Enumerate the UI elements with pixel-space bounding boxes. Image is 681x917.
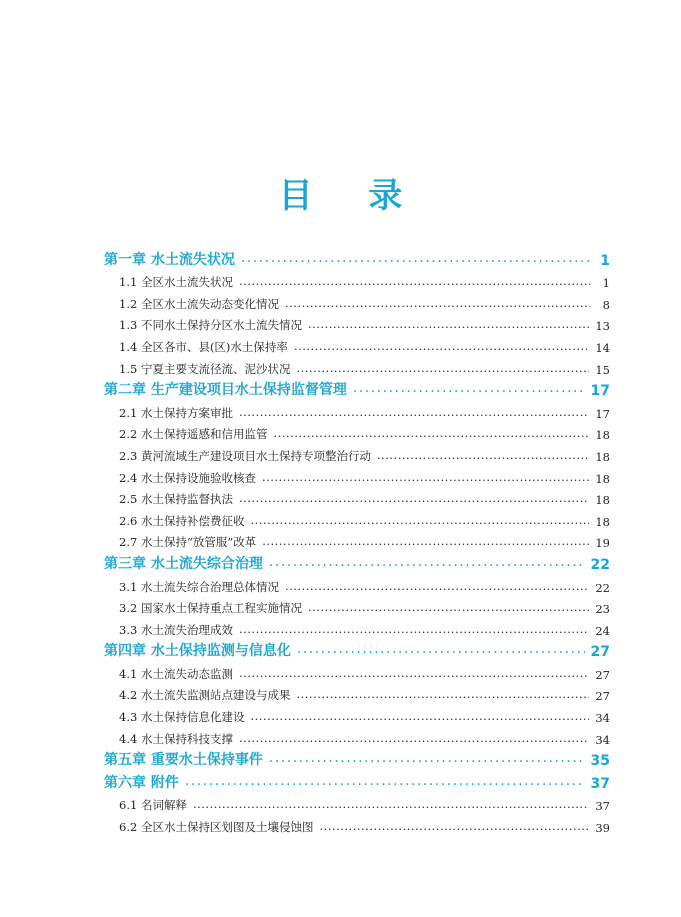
toc-entry[interactable] [104, 703, 610, 725]
toc-entry[interactable] [104, 442, 610, 464]
toc-entry[interactable] [104, 682, 610, 704]
dot-leader [285, 300, 590, 312]
toc-entry-page: 18 [595, 514, 610, 529]
toc-entry-label: 第一章 水土流失状况 [104, 251, 235, 268]
dot-leader [185, 778, 585, 792]
dot-leader [319, 824, 589, 836]
toc-entry-page: 15 [595, 362, 610, 377]
toc-entry[interactable] [104, 725, 610, 747]
dot-leader [239, 670, 589, 682]
toc-entry-page: 14 [595, 340, 610, 355]
dot-leader [239, 279, 590, 291]
dot-leader [269, 559, 585, 573]
dot-leader [262, 474, 589, 486]
toc-entry-page: 1 [602, 276, 610, 291]
toc-entry[interactable] [104, 595, 610, 617]
toc-entry[interactable] [104, 747, 610, 770]
toc-entry-label: 4.1 水土流失动态监测 [119, 666, 233, 681]
dot-leader [294, 343, 589, 355]
toc-entry-page: 27 [590, 644, 610, 661]
toc-entry[interactable] [104, 769, 610, 792]
toc-entry-page: 13 [595, 319, 610, 334]
toc-entry-label: 4.3 水土保持信息化建设 [119, 710, 245, 725]
toc-entry-page: 17 [595, 406, 610, 421]
dot-leader [193, 802, 589, 814]
toc-entry-label: 2.3 黄河流域生产建设项目水土保持专项整治行动 [119, 448, 371, 463]
toc-entry[interactable] [104, 312, 610, 334]
toc-entry[interactable] [104, 421, 610, 443]
dot-leader [308, 322, 589, 334]
toc-entry-label: 2.4 水土保持设施验收核查 [119, 470, 256, 485]
toc-entry[interactable] [104, 507, 610, 529]
dot-leader [296, 692, 589, 704]
toc-entry-page: 27 [595, 689, 610, 704]
toc-entry-label: 第五章 重要水土保持事件 [104, 752, 263, 769]
toc-entry-label: 第三章 水土流失综合治理 [104, 555, 263, 572]
toc-entry-page: 39 [595, 821, 610, 836]
toc-entry-page: 37 [595, 799, 610, 814]
toc-entry-label: 2.1 水土保持方案审批 [119, 405, 233, 420]
toc-entry[interactable] [104, 550, 610, 573]
dot-leader [239, 496, 589, 508]
toc-entry-label: 4.4 水土保持科技支撑 [119, 731, 233, 746]
dot-leader [241, 255, 590, 269]
dot-leader [250, 517, 589, 529]
toc-entry-page: 35 [590, 753, 610, 770]
toc-entry-label: 2.5 水土保持监督执法 [119, 492, 233, 507]
dot-leader [269, 755, 585, 769]
page-title: 目 录 [278, 176, 425, 216]
toc-entry-page: 37 [590, 775, 610, 792]
dot-leader [239, 626, 589, 638]
toc-entry[interactable] [104, 333, 610, 355]
toc-entry[interactable] [104, 660, 610, 682]
toc-entry[interactable] [104, 464, 610, 486]
toc-entry-page: 8 [602, 297, 610, 312]
toc-entry-label: 3.1 水土流失综合治理总体情况 [119, 579, 279, 594]
toc-entry-page: 34 [595, 711, 610, 726]
dot-leader [250, 714, 589, 726]
toc-entry[interactable] [104, 377, 610, 400]
toc-entry[interactable] [104, 792, 610, 814]
dot-leader [239, 735, 589, 747]
dot-leader [239, 409, 589, 421]
toc-entry-label: 2.7 水土保持“放管服”改革 [119, 535, 257, 550]
toc-entry-page: 24 [595, 623, 610, 638]
toc-entry-page: 18 [595, 428, 610, 443]
toc-entry[interactable] [104, 246, 610, 269]
toc-entry-label: 第二章 生产建设项目水土保持监督管理 [104, 382, 347, 399]
toc-entry-page: 18 [595, 471, 610, 486]
toc-entry[interactable] [104, 616, 610, 638]
toc-entry[interactable] [104, 269, 610, 291]
toc-entry-page: 23 [595, 602, 610, 617]
toc-entry-label: 1.4 全区各市、县(区)水土保持率 [119, 339, 288, 354]
toc-entry-label: 6.2 全区水土保持区划图及土壤侵蚀图 [119, 820, 314, 835]
toc-entry[interactable] [104, 813, 610, 835]
toc-entry[interactable] [104, 529, 610, 551]
toc-entry[interactable] [104, 638, 610, 661]
toc-entry-label: 1.2 全区水土流失动态变化情况 [119, 296, 279, 311]
toc-entry-label: 6.1 名词解释 [119, 798, 187, 813]
dot-leader [273, 431, 589, 443]
dot-leader [308, 605, 589, 617]
table-of-contents [104, 246, 610, 835]
toc-entry-label: 4.2 水土流失监测站点建设与成果 [119, 688, 291, 703]
toc-entry-page: 18 [595, 449, 610, 464]
toc-entry-label: 2.2 水土保持遥感和信用监管 [119, 427, 268, 442]
dot-leader [353, 385, 585, 399]
toc-entry[interactable] [104, 399, 610, 421]
dot-leader [285, 583, 589, 595]
toc-entry-label: 1.3 不同水土保持分区水土流失情况 [119, 318, 302, 333]
dot-leader [262, 539, 589, 551]
toc-entry-page: 27 [595, 667, 610, 682]
dot-leader [296, 365, 589, 377]
toc-entry[interactable] [104, 290, 610, 312]
toc-entry-page: 1 [600, 252, 610, 269]
dot-leader [377, 452, 589, 464]
toc-entry-page: 22 [590, 556, 610, 573]
toc-entry[interactable] [104, 486, 610, 508]
toc-entry-page: 17 [590, 383, 610, 400]
toc-entry-label: 1.1 全区水土流失状况 [119, 275, 233, 290]
toc-entry-label: 第六章 附件 [104, 774, 179, 791]
toc-entry[interactable] [104, 573, 610, 595]
toc-entry[interactable] [104, 355, 610, 377]
toc-entry-page: 34 [595, 732, 610, 747]
toc-entry-label: 第四章 水土保持监测与信息化 [104, 643, 291, 660]
toc-entry-label: 3.2 国家水土保持重点工程实施情况 [119, 601, 302, 616]
toc-entry-page: 18 [595, 493, 610, 508]
toc-entry-page: 22 [595, 580, 610, 595]
toc-entry-page: 19 [595, 536, 610, 551]
dot-leader [297, 646, 585, 660]
toc-entry-label: 3.3 水土流失治理成效 [119, 622, 233, 637]
toc-entry-label: 1.5 宁夏主要支流径流、泥沙状况 [119, 361, 291, 376]
toc-entry-label: 2.6 水土保持补偿费征收 [119, 513, 245, 528]
